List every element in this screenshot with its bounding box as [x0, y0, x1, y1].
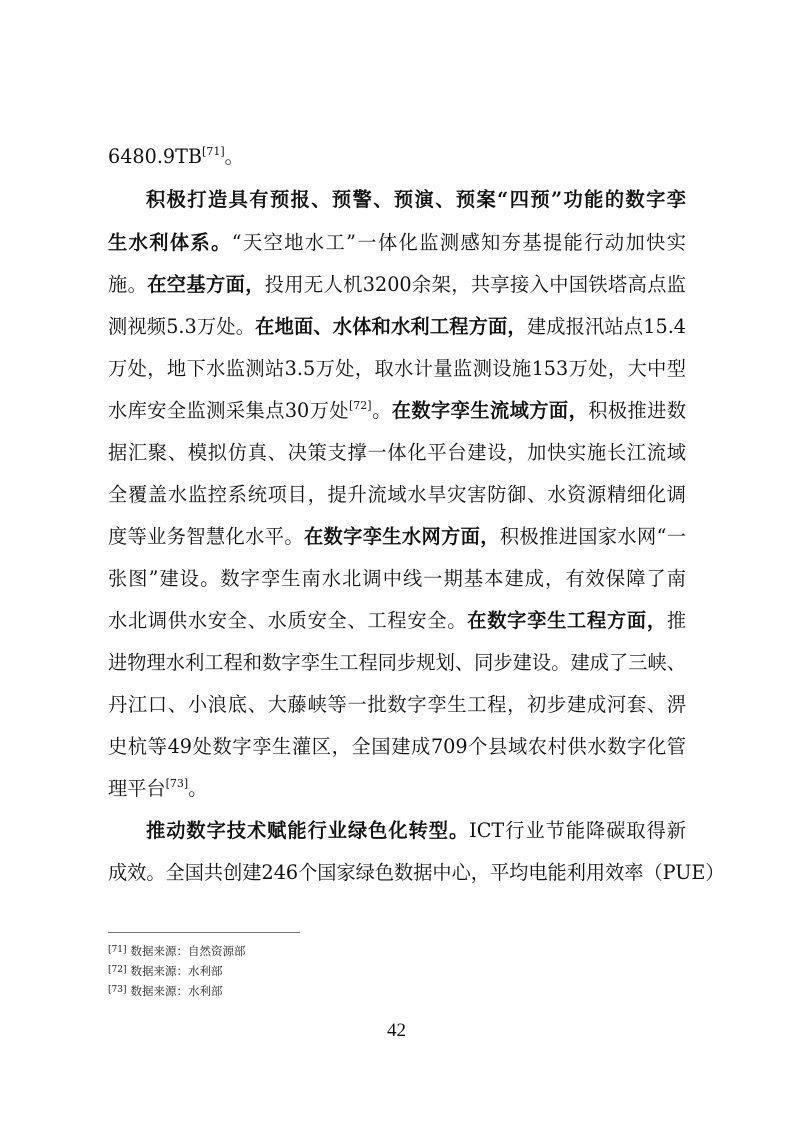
footnote-ref: [73] — [165, 777, 189, 790]
body-line-17 — [146, 811, 686, 851]
body-line-15 — [108, 727, 686, 767]
footnote-divider — [108, 932, 300, 933]
footnote-text: 数据来源：自然资源部 — [130, 944, 246, 958]
text-run: 全覆盖水监控系统项目，提升流域水旱灾害防御、水资源精细化调 — [108, 483, 686, 506]
text-run: 积极推进数 — [588, 399, 687, 422]
body-line-2 — [146, 180, 686, 220]
bold-heading: 在空基方面， — [147, 273, 265, 296]
body-line-9 — [108, 475, 686, 515]
footnote-3 — [108, 982, 222, 999]
body-line-6 — [108, 349, 686, 389]
text-run: 成效。全国共创建246个国家绿色数据中心，平均电能利用效率（PUE） — [108, 861, 725, 884]
body-line-1 — [108, 137, 686, 177]
bold-heading: 在数字孪生流域方面， — [391, 399, 589, 422]
text-run: “天空地水工”一体化监测感知夯基提能行动加快实 — [231, 231, 686, 254]
body-line-8 — [108, 433, 686, 473]
text-run: 万处，地下水监测站3.5万处，取水计量监测设施153万处，大中型 — [108, 357, 686, 380]
body-line-5 — [108, 307, 686, 347]
text-run: 度等业务智慧化水平。 — [108, 525, 304, 548]
bold-heading: 在数字孪生工程方面， — [467, 609, 667, 632]
text-run: 6480.9TB — [108, 145, 203, 168]
text-run: 据汇聚、模拟仿真、决策支撑一体化平台建设，加快实施长江流域 — [108, 441, 686, 464]
bold-heading: 在地面、水体和水利工程方面， — [255, 315, 527, 338]
text-run: 。 — [224, 145, 244, 168]
text-run: 水库安全监测采集点30万处 — [108, 399, 350, 422]
body-line-4 — [108, 265, 686, 305]
text-run: 。 — [188, 777, 208, 800]
footnote-1 — [108, 942, 245, 959]
text-run: 投用无人机3200余架，共享接入中国铁塔高点监 — [264, 273, 686, 296]
text-run: ICT行业节能降碳取得新 — [469, 819, 687, 842]
footnote-2 — [108, 962, 222, 979]
text-run: 推 — [666, 609, 687, 632]
text-run: 测视频5.3万处。 — [108, 315, 256, 338]
footnote-mark: [71] — [108, 945, 127, 955]
text-run: 水北调供水安全、水质安全、工程安全。 — [108, 609, 468, 632]
text-run: 积极推进国家水网“一 — [499, 525, 687, 548]
body-line-10 — [108, 517, 686, 557]
body-line-16 — [108, 769, 686, 809]
text-run: 丹江口、小浪底、大藤峡等一批数字孪生工程，初步建成河套、淠 — [108, 693, 686, 716]
text-run: 张图”建设。数字孪生南水北调中线一期基本建成，有效保障了南 — [108, 567, 686, 590]
footnote-ref: [71] — [202, 145, 225, 158]
text-run: 进物理水利工程和数字孪生工程同步规划、同步建设。建成了三峡、 — [108, 651, 686, 674]
page-number: 42 — [387, 1020, 406, 1041]
footnote-text: 数据来源：水利部 — [130, 964, 223, 978]
text-run: 史杭等49处数字孪生灌区，全国建成709个县域农村供水数字化管 — [108, 735, 686, 758]
body-line-7 — [108, 391, 686, 431]
body-line-3 — [108, 223, 686, 263]
bold-heading: 积极打造具有预报、预警、预演、预案“四预”功能的数字孪 — [146, 188, 686, 211]
text-run: 理平台 — [108, 777, 166, 800]
bold-heading: 生水利体系。 — [108, 231, 232, 254]
body-line-11 — [108, 559, 686, 599]
text-run: 施。 — [108, 273, 148, 296]
bold-heading: 推动数字技术赋能行业绿色化转型。 — [146, 819, 470, 842]
text-run: 。 — [371, 399, 392, 422]
footnote-ref: [72] — [349, 399, 372, 412]
body-line-13 — [108, 643, 686, 683]
body-line-14 — [108, 685, 686, 725]
bold-heading: 在数字孪生水网方面， — [303, 525, 500, 548]
body-line-12 — [108, 601, 686, 641]
footnote-mark: [73] — [108, 985, 127, 995]
text-run: 建成报汛站点15.4 — [526, 315, 686, 338]
footnote-text: 数据来源：水利部 — [130, 984, 223, 998]
footnote-mark: [72] — [108, 965, 127, 975]
body-line-18 — [108, 853, 725, 893]
